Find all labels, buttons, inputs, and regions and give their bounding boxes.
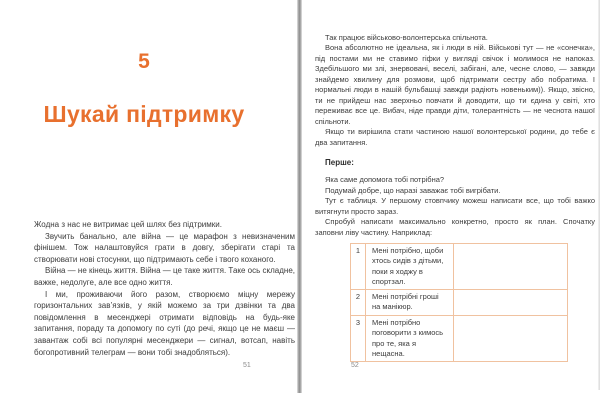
plan-cell [454,316,568,362]
chapter-number: 5 [138,50,150,73]
section-heading: Перше: [325,157,354,167]
paragraph: І ми, проживаючи його разом, створюємо міцну мережу горизонтальних зав’язків, у якій можемо за три дзвінки та два повідомлення в месенджері отримати відповідь на будь-яке запитання, пораду та допомогу по суті (до речі, якщо це не маєш — завантаж собі всі популярні месенджери — сигнал, вотсап, навіть богопротивний телеграм — вони тобі знадобляться). [34,289,295,357]
table-row [351,244,568,290]
left-body-text [34,219,295,358]
paragraph: Спробуй написати максимально конкретно, просто як план. Спочатку заповни ліву частину. Наприклад: [315,217,595,237]
page-number-left: 51 [243,362,251,369]
paragraph: Жодна з нас не витримає цей шлях без підтримки. [34,220,222,229]
needs-table [350,243,568,362]
paragraph: Подумай добре, що наразі заважає тобі вигрібати. [325,185,501,195]
paragraph: Тут є таблиця. У першому стовпчику можеш написати все, що тобі важко витягнути просто зараз. [315,196,595,216]
paragraph: Звучить банально, але війна — це марафон з невизначеним фінішем. Тож налаштовуйся грати в довгу, зберігати старі та створювати нові стосунки, що підтримають себе і твого коханого. [34,231,295,264]
need-cell: Мені потрібно поговорити з кимось про те, яка я нещасна. [366,316,454,362]
table-row [351,290,568,316]
chapter-title: Шукай підтримку [43,101,245,127]
page-number-right: 52 [351,362,359,369]
plan-cell [454,244,568,290]
row-number-cell: 2 [351,290,366,316]
row-number-cell: 3 [351,316,366,362]
need-cell: Мені потрібні гроші на манікюр. [366,290,454,316]
right-body-text [315,33,595,238]
paragraph: Яка саме допомога тобі потрібна? [325,175,445,185]
table-row [351,316,568,362]
plan-cell [454,290,568,316]
paragraph: Війна — не кінець життя. Війна — це таке життя. Таке ось складне, важке, недолуге, але все одно життя. [34,266,295,287]
paragraph: Якщо ти вирішила стати частиною нашої волонтерської родини, до тебе є два запитання. [315,127,595,147]
spine-divider [297,0,302,393]
paragraph: Так працює військово-волонтерська спільнота. [325,33,488,42]
need-cell: Мені потрібно, щоби хтось сидів з дітьми, поки я ходжу в спортзал. [366,244,454,290]
paragraph: Вона абсолютно не ідеальна, як і люди в ній. Військові тут — не «сонечка», під постами ми не ставимо гіфки у вигляді свічок і молимося не напоказ. Здебільшого ми злі, знервовані, веселі, забігані, але, чесне слово, — завжди знайдемо хвилину для розмови, щоб підтримати сестру або побратима. І нормальні люди в нашій бульбашці завжди радіють новеньким)). Якщо, звісно, ти не прийдеш нас зверхньо повчати й доводити, що ти єдина у світі, хто переживає все це. Вибач, ніде правди діти, толерантність — не чеснота нашої спільноти. [315,43,595,126]
row-number-cell: 1 [351,244,366,290]
